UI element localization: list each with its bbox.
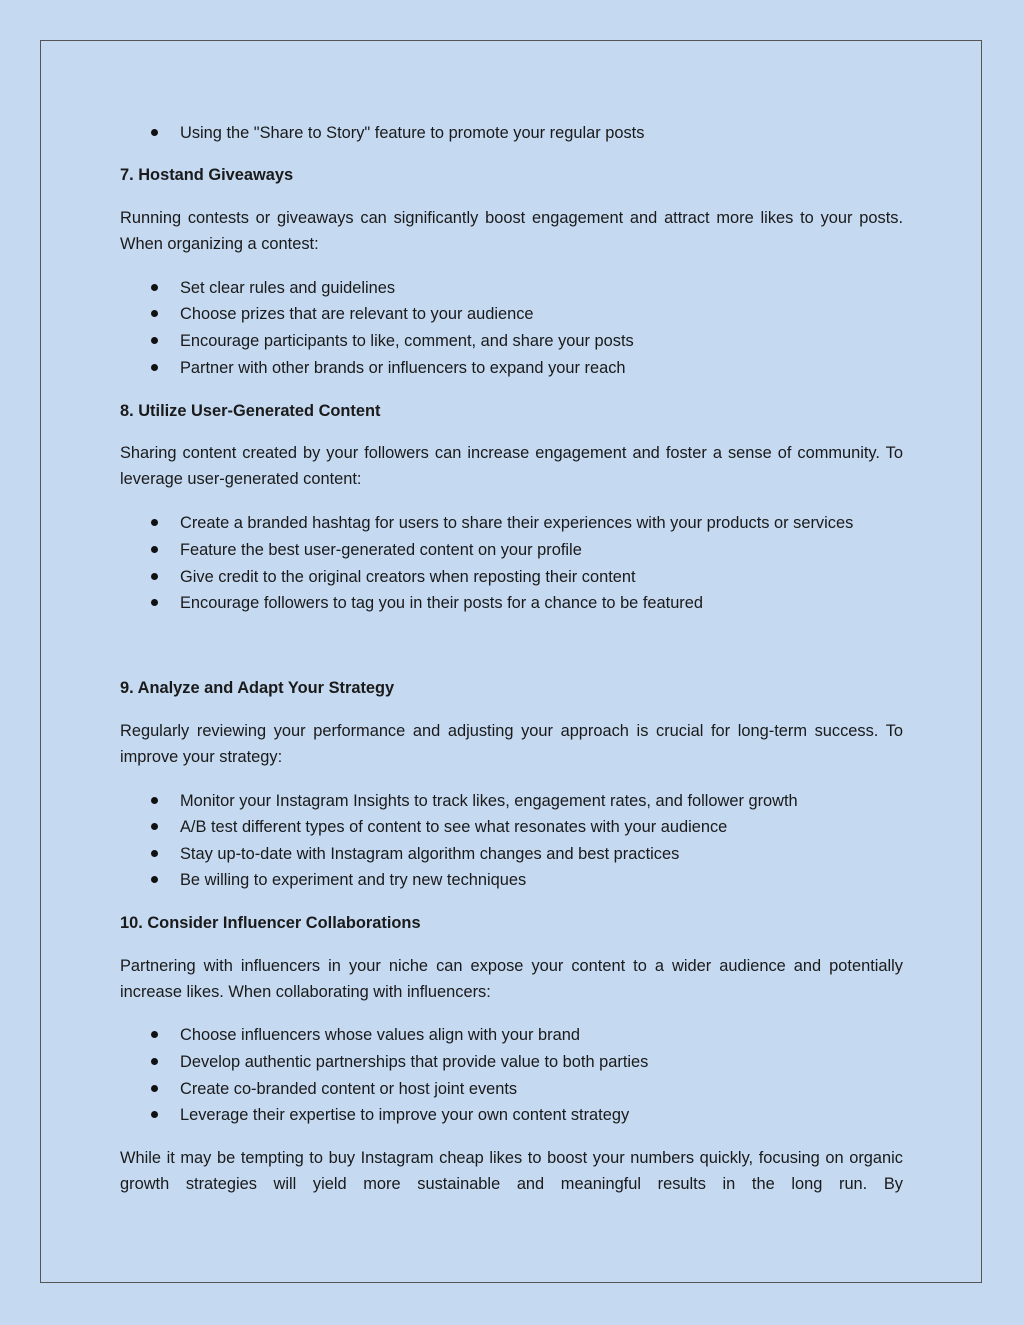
list-item [120,1102,903,1128]
list-item [120,328,903,354]
section-heading-8: 8. Utilize User-Generated Content [120,402,381,420]
list-item [120,1049,903,1075]
list-item [120,275,903,301]
list-item-text: Stay up-to-date with Instagram algorithm changes and best practices [180,845,680,863]
list-item [120,120,903,146]
bullet-icon [151,284,158,291]
list-item-text: Partner with other brands or influencers to expand your reach [180,359,626,377]
list-item-text: Give credit to the original creators when reposting their content [180,568,636,586]
bullet-icon [151,337,158,344]
bullet-icon [151,823,158,830]
list-item-text: Encourage participants to like, comment, and share your posts [180,332,634,350]
bullet-icon [151,850,158,857]
list-item [120,590,903,616]
section-heading-9: 9. Analyze and Adapt Your Strategy [120,679,395,697]
list-item [120,867,903,893]
list-item-text: Set clear rules and guidelines [180,279,396,297]
section-heading-7: 7. Hostand Giveaways [120,166,294,184]
bullet-icon [151,876,158,883]
section-paragraph-9: Regularly reviewing your performance and adjusting your approach is crucial for long-term success. To improve your strategy: [120,722,903,766]
list-item-text: Create a branded hashtag for users to share their experiences with your products or services [180,514,854,532]
bullet-icon [151,519,158,526]
list-item-text: Encourage followers to tag you in their posts for a chance to be featured [180,594,703,612]
bullet-icon [151,599,158,606]
bullet-icon [151,1031,158,1038]
bullet-icon [151,573,158,580]
bullet-icon [151,1058,158,1065]
section-paragraph-8: Sharing content created by your followers can increase engagement and foster a sense of community. To leverage user-generated content: [120,444,903,488]
list-item-text: Develop authentic partnerships that provide value to both parties [180,1053,649,1071]
section-heading-10: 10. Consider Influencer Collaborations [120,914,421,932]
closing-paragraph: While it may be tempting to buy Instagram cheap likes to boost your numbers quickly, focusing on organic growth strategies will yield more sustainable and meaningful results in the long run. By [120,1149,903,1193]
bullet-icon [151,1111,158,1118]
bullet-icon [151,364,158,371]
list-item [120,355,903,381]
bullet-icon [151,546,158,553]
list-item [120,564,903,590]
bullet-icon [151,310,158,317]
bullet-icon [151,129,158,136]
list-item [120,301,903,327]
list-item-text: Feature the best user-generated content on your profile [180,541,582,559]
list-item [120,788,903,814]
list-item-text: Create co-branded content or host joint events [180,1080,518,1098]
section-paragraph-7: Running contests or giveaways can significantly boost engagement and attract more likes to your posts. When organizing a contest: [120,209,903,253]
list-item-text: Using the "Share to Story" feature to promote your regular posts [180,124,645,142]
bullet-icon [151,1085,158,1092]
list-item-text: Be willing to experiment and try new techniques [180,871,527,889]
section-paragraph-10: Partnering with influencers in your niche can expose your content to a wider audience and potentially increase likes. When collaborating with influencers: [120,957,903,1001]
list-item-text: Monitor your Instagram Insights to track likes, engagement rates, and follower growth [180,792,798,810]
list-item [120,537,903,563]
list-item [120,814,903,840]
list-item [120,841,903,867]
list-item [120,1022,903,1048]
list-item-text: Leverage their expertise to improve your own content strategy [180,1106,630,1124]
list-item-text: Choose influencers whose values align with your brand [180,1026,580,1044]
list-item-text: Choose prizes that are relevant to your audience [180,305,534,323]
list-item-text: A/B test different types of content to see what resonates with your audience [180,818,728,836]
list-item [120,510,903,536]
list-item [120,1076,903,1102]
bullet-icon [151,797,158,804]
